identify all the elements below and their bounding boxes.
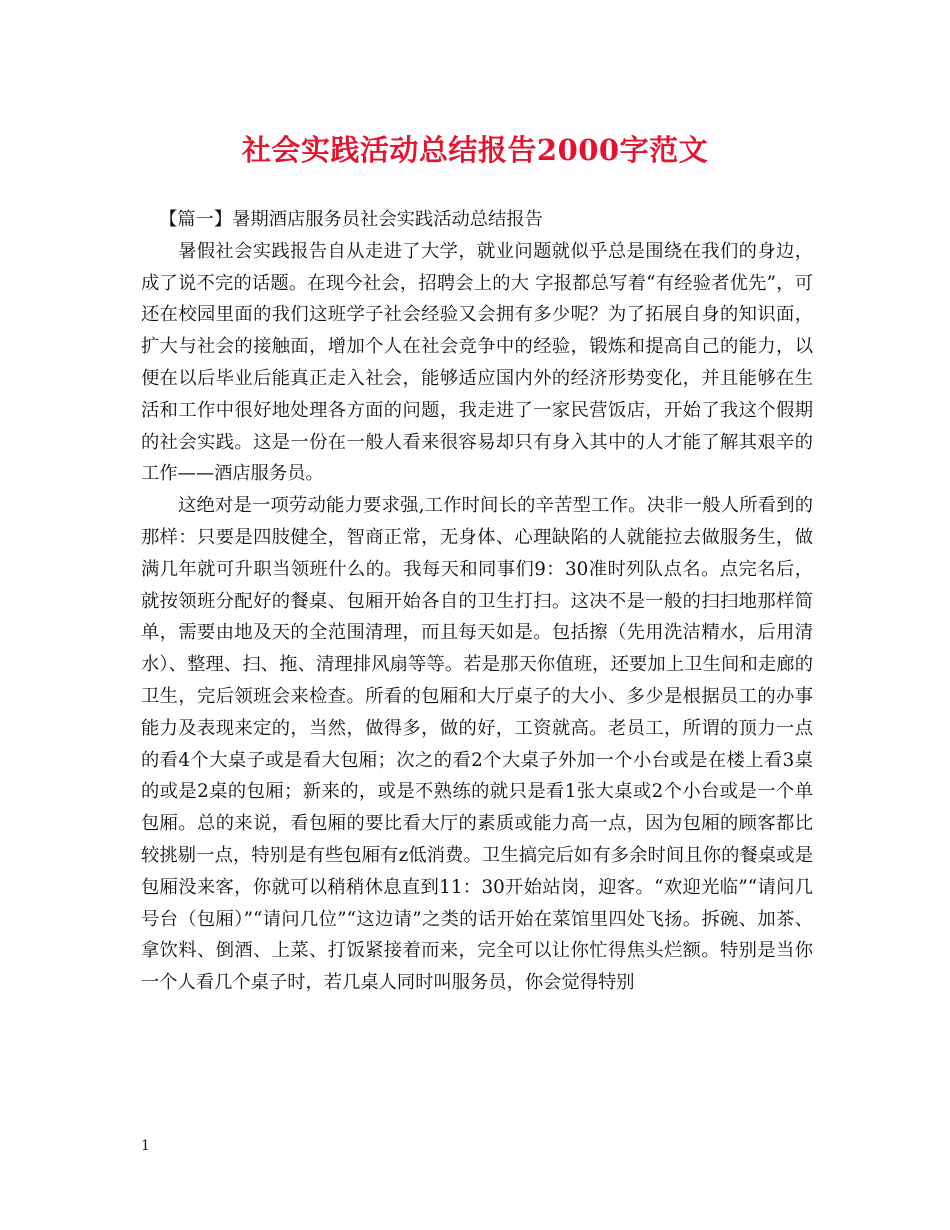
section-heading: 【篇一】暑期酒店服务员社会实践活动总结报告 [159, 209, 543, 230]
paragraph-1: 暑假社会实践报告自从走进了大学，就业问题就似乎总是围绕在我们的身边，成了说不完的话题。在现今社会，招聘会上的大 字报都总写着“有经验者优先”，可还在校园里面的我们这班学子社会经验又会拥有多少呢？为了拓展自身的知识面，扩大与社会的接触面，增加个人在社会竞争中的经验，锻炼和提高自己的能力，以便在以后毕业后能真正走入社会，能够适应国内外的经济形势变化，并且能够在生活和工作中很好地处理各方面的问题，我走进了一家民营饭店，开始了我这个假期的社会实践。这是一份在一般人看来很容易却只有身入其中的人才能了解其艰辛的工作——酒店服务员。 [141, 240, 813, 485]
document-title: 社会实践活动总结报告2000字范文 [241, 133, 709, 167]
paragraph-2: 这绝对是一项劳动能力要求强,工作时间长的辛苦型工作。决非一般人所看到的那样：只要是四肢健全，智商正常，无身体、心理缺陷的人就能拉去做服务生，做满几年就可升职当领班什么的。我每天和同事们9：30准时列队点名。点完名后，就按领班分配好的餐桌、包厢开始各自的卫生打扫。这决不是一般的扫扫地那样简单，需要由地及天的全范围清理，而且每天如是。包括擦（先用洗洁精水，后用清水）、整理、扫、拖、清理排风扇等等。若是那天你值班，还要加上卫生间和走廊的卫生，完后领班会来检查。所看的包厢和大厅桌子的大小、多少是根据员工的办事能力及表现来定的，当然，做得多，做的好，工资就高。老员工，所谓的顶力一点的看4个大桌子或是看大包厢；次之的看2个大桌子外加一个小台或是在楼上看3桌的或是2桌的包厢；新来的，或是不熟练的就只是看1张大桌或2个小台或是一个单包厢。总的来说，看包厢的要比看大厅的素质或能力高一点，因为包厢的顾客都比较挑剔一点，特别是有些包厢有z低消费。卫生搞完后如有多余时间且你的餐桌或是包厢没来客，你就可以稍稍休息直到11：30开始站岗，迎客。“欢迎光临”“请问几号台（包厢）”“请问几位”“这边请”之类的话开始在菜馆里四处飞扬。拆碗、加茶、拿饮料、倒酒、上菜、打饭紧接着而来，完全可以让你忙得焦头烂额。特别是当你一个人看几个桌子时，若几桌人同时叫服务员，你会觉得特别 [141, 495, 813, 994]
page-number: 1 [141, 1138, 150, 1154]
document-body [141, 204, 813, 999]
